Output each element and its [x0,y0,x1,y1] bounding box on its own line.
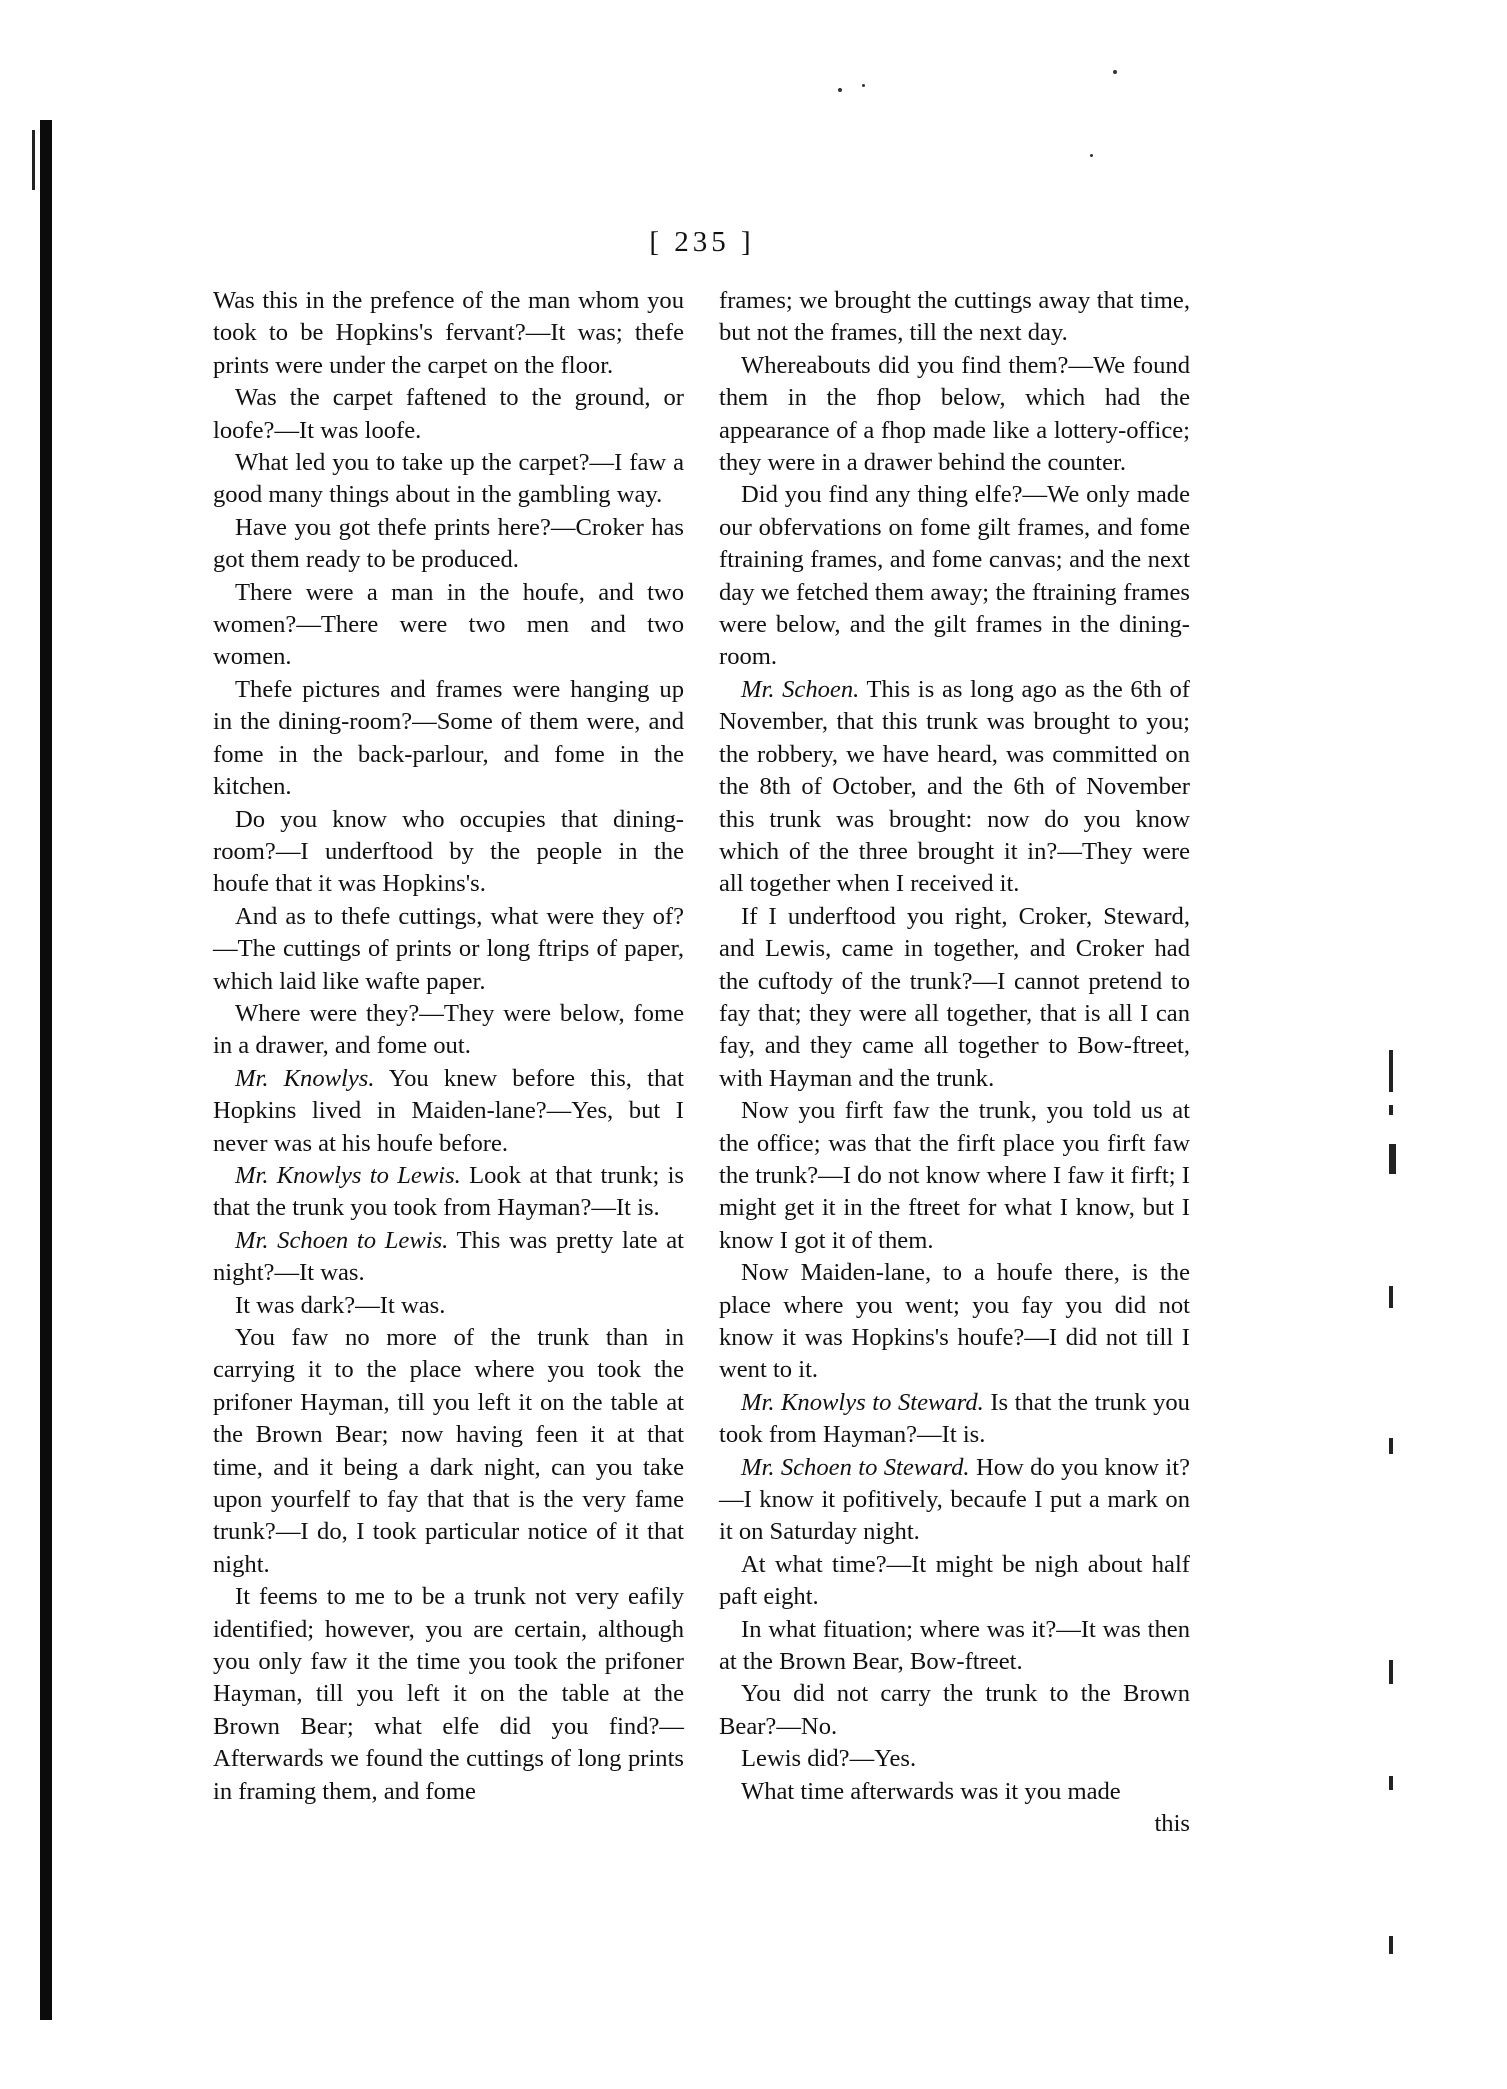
ink-speck [838,88,842,92]
speaker-name: Mr. Schoen to Steward. [741,1453,970,1481]
speaker-name: Mr. Schoen to Lewis. [235,1226,449,1254]
paragraph: Was this in the prefence of the man whom you took to be Hopkins's fervant?—It was; thefe prints were under the carpet on the floor. [213,287,684,379]
paragraph: In what fituation; where was it?—It was then at the Brown Bear, Bow-ftreet. [719,1615,1190,1676]
speech-text: You knew before this, that Hopkins lived in Maiden-lane?—Yes, but I never was at his houfe before. [213,1064,685,1157]
paragraph: What led you to take up the carpet?—I faw a good many things about in the gambling way. [213,449,684,509]
speech-text: This was pretty late at night?—It was. [213,1226,684,1287]
speaker-name: Mr. Schoen. [741,675,860,703]
speaker-name: Mr. Knowlys to Steward. [741,1388,984,1416]
binding-shadow [40,120,52,2020]
ink-speck [1090,154,1093,157]
margin-mark [1389,1050,1393,1092]
ink-speck [862,84,865,87]
paragraph: At what time?—It might be nigh about half paft eight. [719,1550,1190,1611]
paragraph: If I underftood you right, Croker, Steward, and Lewis, came in together, and Croker had the cuftody of the trunk?—I cannot pretend to fay that; they were all together, that is all I can fay, and they came all together to Bow-ftreet, with Hayman and the trunk. [719,902,1190,1092]
page-number: [ 235 ] [649,226,755,258]
paragraph: You did not carry the trunk to the Brown Bear?—No. [719,1680,1190,1740]
paragraph: And as to thefe cuttings, what were they of?—The cuttings of prints or long ftrips of paper, which laid like wafte paper. [213,902,684,995]
speech-text: Look at that trunk; is that the trunk you took from Hayman?—It is. [213,1161,685,1222]
binding-edge [32,130,35,190]
paragraph: What time afterwards was it you made [741,1777,1121,1805]
paragraph: Now you firft faw the trunk, you told us at the office; was that the firft place you firft faw the trunk?—I do not know where I faw it firft; I might get it in the ftreet for what I know, but I know I got it of them. [719,1097,1190,1254]
margin-mark [1389,1660,1393,1684]
margin-mark [1389,1936,1393,1954]
paragraph: It feems to me to be a trunk not very eafily identified; however, you are certain, although you only faw it the time you took the prifoner Hayman, till you left it on the table at the Brown Bear; what elfe did you find?—Afterwards we found the cuttings of long prints in framing them, and fome [213,1583,684,1805]
margin-mark [1389,1286,1393,1308]
paragraph: Where were they?—They were below, fome in a drawer, and fome out. [213,999,684,1060]
paragraph: frames; we brought the cuttings away that time, but not the frames, till the next day. [719,287,1190,347]
speech-text: How do you know it?—I know it pofitively, becaufe I put a mark on it on Saturday night. [719,1453,1190,1546]
margin-mark [1389,1776,1393,1790]
speech-text: This is as long ago as the 6th of November, that this trunk was brought to you; the robbery, we have heard, was committed on the 8th of October, and the 6th of November this trunk was brought: now do you know which of the three brought it in?—They were all together when I received it. [719,675,1190,898]
speech-paragraph [719,1387,1190,1452]
paragraph: Was the carpet faftened to the ground, or loofe?—It was loofe. [213,384,684,444]
ink-speck [1113,70,1117,74]
margin-mark [1389,1144,1396,1174]
right-column [719,285,1190,1841]
paragraph: Do you know who occupies that dining-room?—I underftood by the people in the houfe that it was Hopkins's. [213,805,684,898]
speaker-name: Mr. Knowlys to Lewis. [235,1161,461,1189]
paragraph: It was dark?—It was. [235,1291,446,1319]
speech-paragraph [213,1160,684,1225]
catchword: this [1154,1810,1190,1838]
paragraph: Thefe pictures and frames were hanging up in the dining-room?—Some of them were, and fome in the back-parlour, and fome in the kitchen. [213,675,684,801]
paragraph: Did you find any thing elfe?—We only made our obfervations on fome gilt frames, and fome ftraining frames, and fome canvas; and the next day we fetched them away; the ftraining frames were below, and the gilt frames in the dining-room. [719,481,1190,671]
speech-paragraph [719,674,1190,901]
paragraph: You faw no more of the trunk than in carrying it to the place where you took the prifoner Hayman, till you left it on the table at the Brown Bear; now having feen it at that time, and it being a dark night, can you take upon yourfelf to fay that that is the very fame trunk?—I do, I took particular notice of it that night. [213,1324,684,1578]
margin-mark [1389,1105,1393,1115]
speaker-name: Mr. Knowlys. [235,1064,375,1092]
left-column [213,285,684,1808]
speech-text: Is that the trunk you took from Hayman?—It is. [719,1388,1190,1449]
paragraph: Whereabouts did you find them?—We found them in the fhop below, which had the appearance of a fhop made like a lottery-office; they were in a drawer behind the counter. [719,351,1190,477]
paragraph: Have you got thefe prints here?—Croker has got them ready to be produced. [213,513,684,574]
speech-paragraph [719,1452,1190,1549]
speech-paragraph [213,1225,684,1290]
paragraph: Lewis did?—Yes. [741,1745,917,1773]
speech-paragraph [213,1063,684,1160]
paragraph: Now Maiden-lane, to a houfe there, is the place where you went; you fay you did not know it was Hopkins's houfe?—I did not till I went to it. [719,1259,1190,1384]
paragraph: There were a man in the houfe, and two women?—There were two men and two women. [213,578,684,671]
margin-mark [1389,1438,1393,1454]
